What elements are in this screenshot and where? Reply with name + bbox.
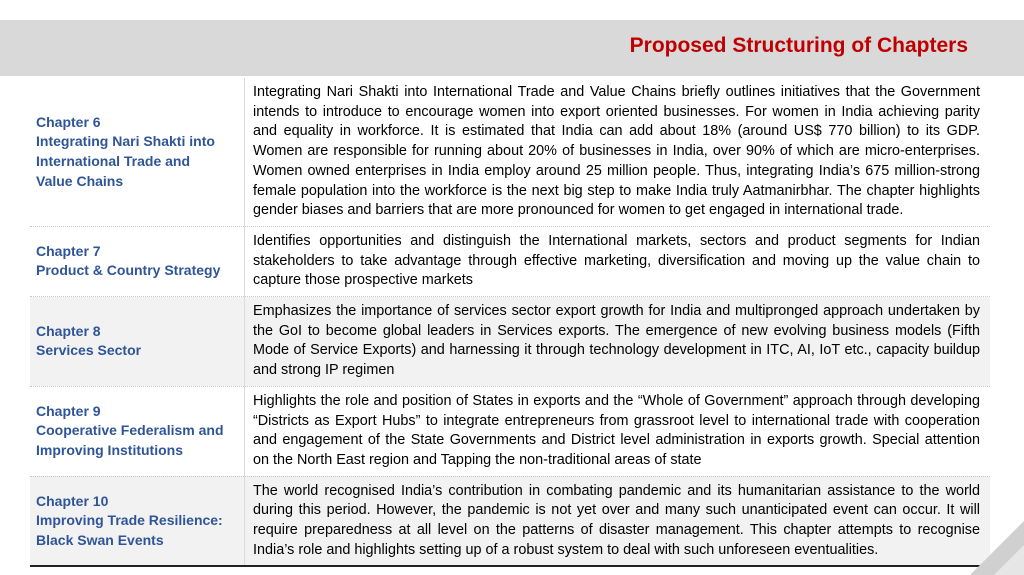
chapter-cell (30, 386, 245, 476)
table-row-chapter-10 (30, 476, 990, 566)
chapter-cell (30, 297, 245, 387)
table-row-chapter-7 (30, 226, 990, 296)
corner-decoration-inner (994, 545, 1024, 575)
chapter-description: Highlights the role and position of States in exports and the “Whole of Government” approach through developing “Districts as Export Hubs” to integrate entrepreneurs from grassroot level to international trade with cooperation and engagement of the State Governments and District level administration in exports growth. Special attention on the North East region and Tapping the non-traditional areas of state (253, 392, 980, 468)
chapter-title: Services Sector (36, 342, 142, 359)
chapter-title: Cooperative Federalism and Improving Institutions (36, 422, 224, 459)
table-row-chapter-8 (30, 297, 990, 387)
table-row-chapter-9 (30, 386, 990, 476)
page-title: Proposed Structuring of Chapters (629, 34, 968, 57)
chapter-description: Integrating Nari Shakti into International Trade and Value Chains briefly outlines initiatives that the Government intends to introduce to encourage women into export oriented businesses. For women in India achieving parity and equality in workforce. It is estimated that India can add about 18% (around US$ 770 billion) to its GDP. Women are responsible for running about 20% of businesses in India, over 90% of which are micro-enterprises. Women owned enterprises in India employ around 25 million people. Thus, integrating India’s 675 million-strong female population into the workforce is the next big step to make India truly Aatmanirbhar. The chapter highlights gender biases and barriers that are more pronounced for women to get engaged in international trade. (253, 84, 980, 219)
chapter-number: Chapter 8 (36, 322, 101, 339)
chapter-description: The world recognised India’s contribution in combating pandemic and its humanitarian assistance to the world during this period. However, the pandemic is not yet over and many such unanticipated event can occur. It will require preparedness at all level on the patterns of disaster management. This chapter attempts to recognise India’s role and highlights setting up of a robust system to deal with such unforeseen eventualities. (253, 482, 980, 558)
chapter-description: Identifies opportunities and distinguish the International markets, sectors and product segments for Indian stakeholders to take advantage through effective marketing, diversification and moving up the value chain to capture those prospective markets (253, 232, 980, 289)
chapter-title: Improving Trade Resilience: Black Swan Events (36, 512, 223, 548)
table-row-chapter-6 (30, 78, 990, 226)
chapter-description: Emphasizes the importance of services sector export growth for India and multipronged approach undertaken by the GoI to become global leaders in Services exports. The emergence of new evolving business models (Fifth Mode of Service Exports) and harnessing it through technology development in ITC, AI, IoT etc., capacity buildup and strong IP regimen (253, 303, 980, 379)
chapter-number: Chapter 10 (36, 492, 109, 509)
chapter-cell (30, 476, 245, 566)
chapter-cell (30, 226, 245, 296)
title-bar (0, 20, 1024, 76)
chapter-number: Chapter 6 (36, 113, 101, 130)
chapter-cell (30, 78, 245, 226)
chapter-number: Chapter 7 (36, 242, 101, 259)
chapter-title: Product & Country Strategy (36, 262, 221, 279)
chapters-table (30, 78, 990, 567)
chapter-number: Chapter 9 (36, 402, 101, 419)
chapter-title: Integrating Nari Shakti into International Trade and Value Chains (36, 133, 215, 189)
